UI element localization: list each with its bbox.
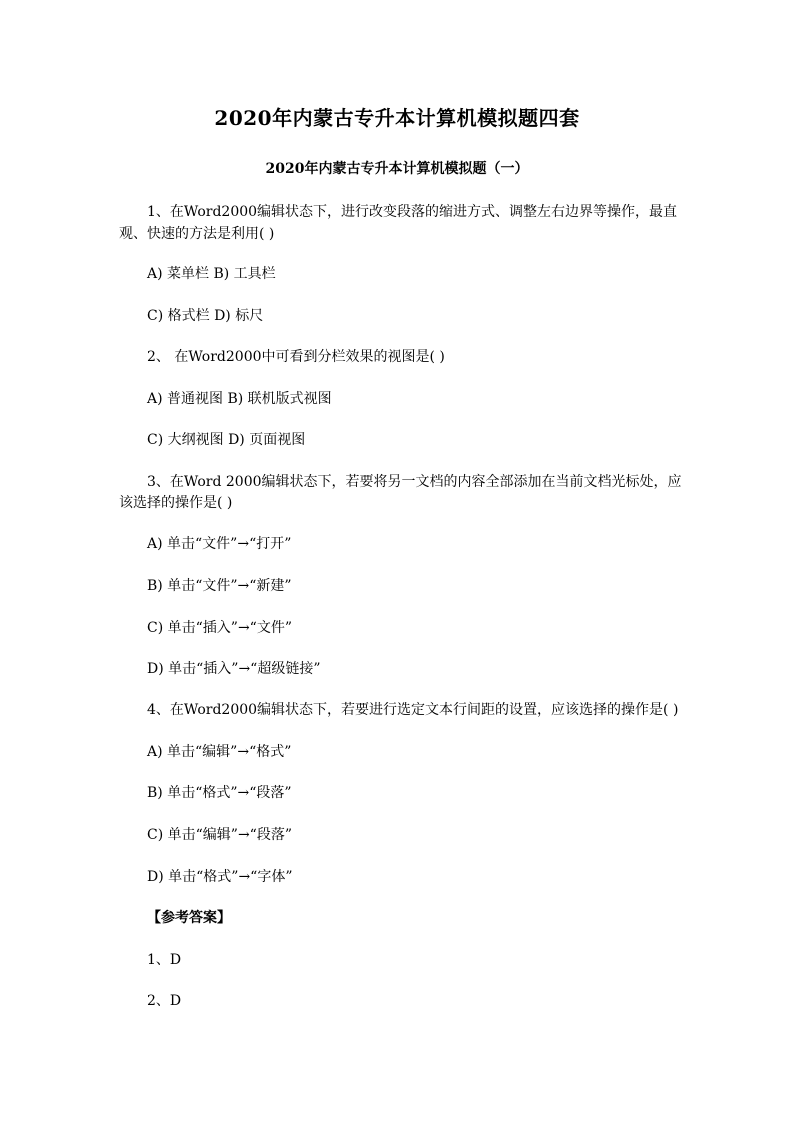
document-subtitle: 2020年内蒙古专升本计算机模拟题（一）	[265, 161, 529, 177]
question-3-option-d: D) 单击“插入”→“超级链接”	[147, 661, 321, 677]
question-4-option-a: A) 单击“编辑”→“格式”	[147, 744, 292, 760]
question-4-line-1: 4、在Word2000编辑状态下，若要进行选定文本行间距的设置，应该选择的操作是( )	[147, 702, 679, 718]
answers-heading: 【参考答案】	[147, 910, 231, 926]
question-1-line-1: 1、在Word2000编辑状态下，进行改变段落的缩进方式、调整左右边界等操作，最直	[147, 204, 678, 220]
question-4-option-d: D) 单击“格式”→“字体”	[147, 869, 293, 885]
answer-2: 2、D	[147, 993, 182, 1009]
question-3-option-b: B) 单击“文件”→“新建”	[147, 578, 292, 594]
document-title: 2020年内蒙古专升本计算机模拟题四套	[214, 106, 580, 130]
question-3-line-1: 3、在Word 2000编辑状态下，若要将另一文档的内容全部添加在当前文档光标处，应	[147, 474, 682, 490]
question-3-line-2: 该选择的操作是( )	[119, 495, 233, 511]
question-3-option-a: A) 单击“文件”→“打开”	[147, 536, 292, 552]
question-2-options-cd: C) 大纲视图 D) 页面视图	[147, 432, 306, 448]
question-1-options-cd: C) 格式栏 D) 标尺	[147, 308, 264, 324]
question-4-option-b: B) 单击“格式”→“段落”	[147, 785, 292, 801]
question-4-option-c: C) 单击“编辑”→“段落”	[147, 827, 292, 843]
question-2-line-1: 2、 在Word2000中可看到分栏效果的视图是( )	[147, 349, 445, 365]
question-1-options-ab: A) 菜单栏 B) 工具栏	[147, 266, 276, 282]
answer-1: 1、D	[147, 952, 182, 968]
question-2-options-ab: A) 普通视图 B) 联机版式视图	[147, 391, 332, 407]
question-1-line-2: 观、快速的方法是利用( )	[119, 226, 275, 242]
question-3-option-c: C) 单击“插入”→“文件”	[147, 620, 292, 636]
